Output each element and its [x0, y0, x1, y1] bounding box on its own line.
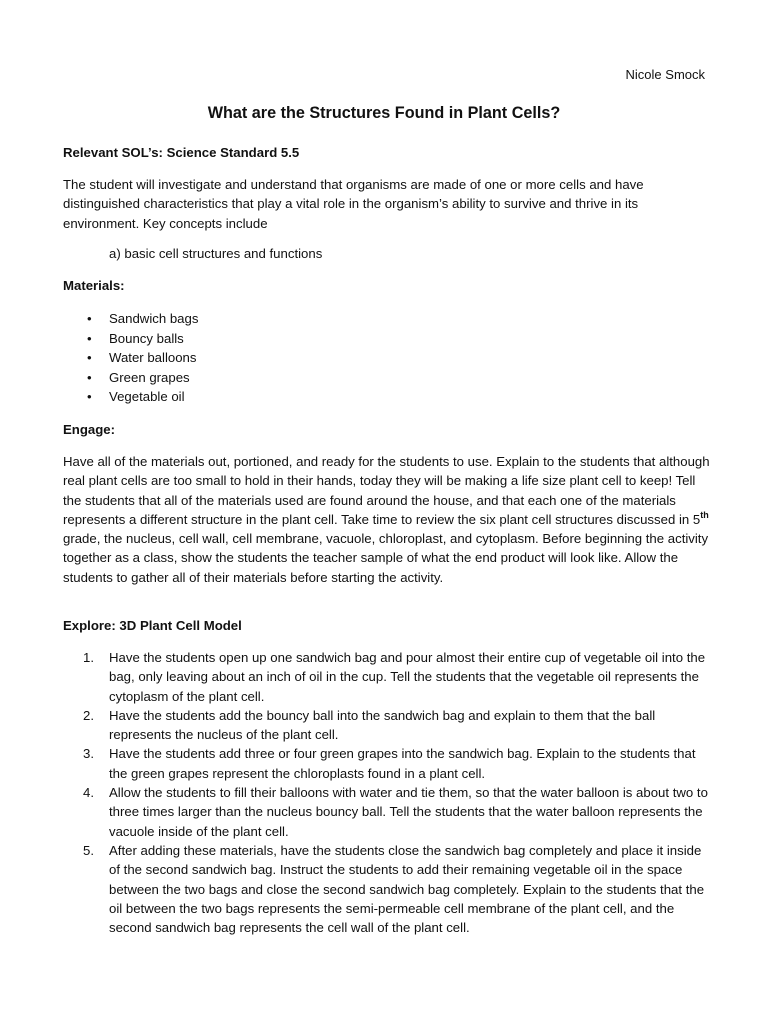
list-item: • Water balloons	[63, 348, 713, 368]
materials-heading: Materials:	[63, 278, 125, 293]
list-item: • Green grapes	[63, 368, 713, 388]
bullet-icon: •	[87, 330, 92, 346]
engage-heading: Engage:	[63, 422, 116, 437]
explore-heading: Explore: 3D Plant Cell Model	[63, 618, 242, 633]
materials-list	[63, 309, 713, 407]
bullet-icon: •	[87, 389, 92, 405]
bullet-icon: •	[87, 350, 92, 366]
document-title: What are the Structures Found in Plant Cells?	[207, 104, 561, 122]
sol-heading: Relevant SOL’s: Science Standard 5.5	[63, 145, 300, 160]
list-item: 5. After adding these materials, have the students close the sandwich bag completely and place it inside of the second sandwich bag. Instruct the students to add their remaining vegetable oil in the space between the two bags and close the second sandwich bag completely. Explain to the students that the oil between the two bags represents the semi-permeable cell membrane of the plant cell, and the second sandwich bag represents the cell wall of the plant cell.	[83, 842, 705, 936]
engage-paragraph: Have all of the materials out, portioned, and ready for the students to use. Explain to the students that although real plant cells are too small to hold in their hands, today they will be making a life size plant cell to keep! Tell the students that all of the materials used are found around the house, and that each one of the materials represents a different structure in the plant cell. Take time to review the six plant cell structures discussed in 5th grade, the nucleus, cell wall, cell membrane, vacuole, chloroplast, and cytoplasm. Before beginning the activity together as a class, show the students the teacher sample of what the end product will look like. Allow the students to gather all of their materials before starting the activity.	[63, 454, 710, 585]
bullet-icon: •	[87, 311, 92, 326]
list-item: 4. Allow the students to fill their balloons with water and tie them, so that the water balloon is about two to three times larger than the nucleus bouncy ball. Tell the students that the water balloon represents the vacuole inside of the plant cell.	[83, 785, 708, 839]
list-item: • Vegetable oil	[63, 387, 713, 407]
sol-paragraph: The student will investigate and understand that organisms are made of one or more cells and have distinguished characteristics that play a vital role in the organism’s ability to survive and thrive in its environment. Key concepts include	[63, 177, 644, 231]
list-item: • Bouncy balls	[63, 329, 713, 349]
list-item: • Sandwich bags	[63, 309, 713, 329]
list-item: 2. Have the students add the bouncy ball into the sandwich bag and explain to them that the ball represents the nucleus of the plant cell.	[83, 707, 656, 743]
key-concept-item: a) basic cell structures and functions	[109, 246, 323, 261]
bullet-icon: •	[87, 369, 92, 385]
author-name: Nicole Smock	[625, 67, 705, 82]
explore-steps-list	[63, 648, 713, 937]
list-item: 1. Have the students open up one sandwich bag and pour almost their entire cup of vegetable oil into the bag, only leaving about an inch of oil in the cup. Tell the students that the vegetable oil represents the cytoplasm of the plant cell.	[83, 650, 706, 704]
list-item: 3. Have the students add three or four green grapes into the sandwich bag. Explain to the students that the green grapes represent the chloroplasts found in a plant cell.	[83, 746, 696, 781]
